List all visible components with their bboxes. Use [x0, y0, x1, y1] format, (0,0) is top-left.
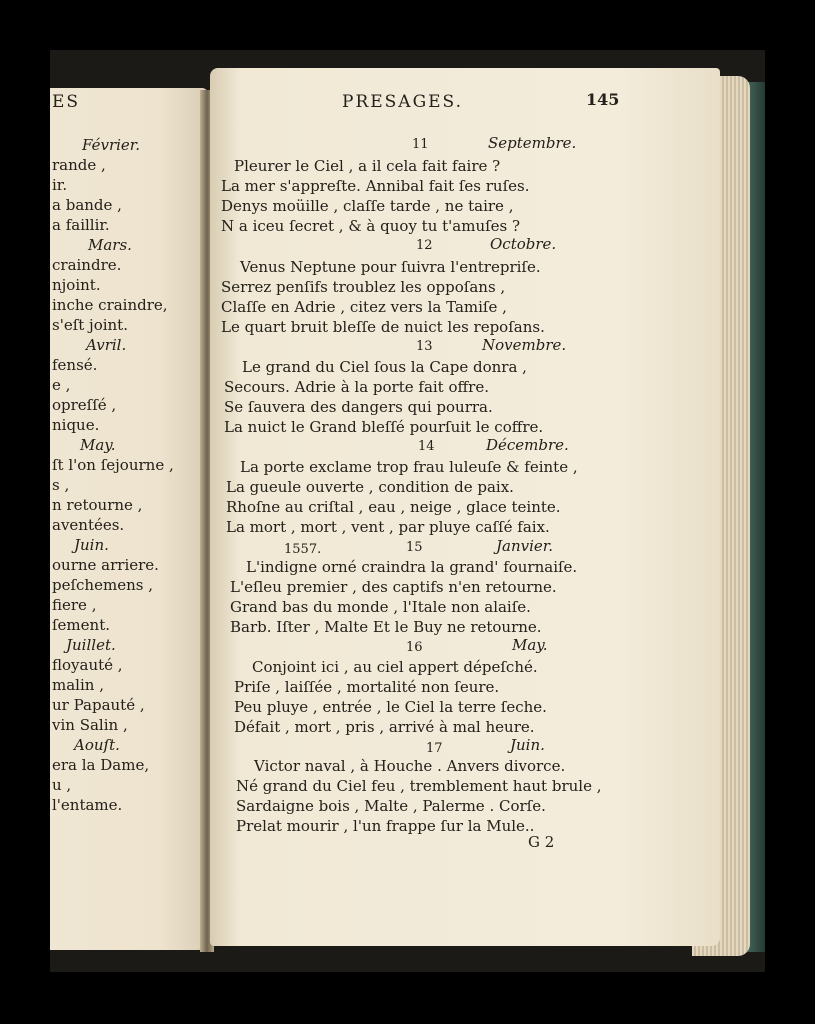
left-line: s'eſt joint. — [52, 316, 128, 334]
verse-line: Rhoſne au criſtal , eau , neige , glace teinte. — [226, 498, 561, 516]
left-line: floyauté , — [52, 656, 123, 674]
verse-line: Prelat mourir , l'un frappe ſur la Mule.. — [236, 817, 535, 835]
verse-line: Serrez penſifs troublez les oppoſans , — [221, 278, 506, 296]
verse-line: Denys moüille , claſſe tarde , ne taire , — [221, 197, 514, 215]
verse-line: Secours. Adrie à la porte fait offre. — [224, 378, 489, 396]
stanza-number: 14 — [418, 439, 435, 454]
left-line: rande , — [52, 156, 106, 174]
stanza-month: Septembre. — [488, 134, 577, 152]
verse-line: Victor naval , à Houche . Anvers divorce. — [254, 757, 566, 775]
left-line: ir. — [52, 176, 68, 194]
left-line: ur Papauté , — [52, 696, 145, 714]
stanza-month: Novembre. — [482, 336, 567, 354]
stanza-month: Octobre. — [490, 235, 557, 253]
verse-line: Né grand du Ciel feu , tremblement haut brule , — [236, 777, 602, 795]
left-line: a bande , — [52, 196, 122, 214]
left-line: craindre. — [52, 256, 122, 274]
left-line: peſchemens , — [52, 576, 153, 594]
stanza-number: 17 — [426, 741, 443, 756]
verse-line: La porte exclame trop frau luleuſe & feinte , — [240, 458, 578, 476]
left-line: l'entame. — [52, 796, 123, 814]
verse-line: Conjoint ici , au ciel appert dépeſché. — [252, 658, 538, 676]
left-month-label: Aouſt. — [74, 736, 120, 754]
verse-line: Barb. Iſter , Malte Et le Buy ne retourne. — [230, 618, 542, 636]
left-month-label: Février. — [82, 136, 141, 154]
left-month-label: Avril. — [86, 336, 127, 354]
verse-line: N a iceu ſecret , & à quoy tu t'amuſes ? — [221, 217, 521, 235]
page-number: 145 — [586, 90, 620, 109]
verse-line: Pleurer le Ciel , a il cela fait faire ? — [234, 157, 501, 175]
verse-line: La nuict le Grand bleſſé pourſuit le coffre. — [224, 418, 544, 436]
left-month-label: Mars. — [88, 236, 132, 254]
verse-line: L'eſleu premier , des captifs n'en retourne. — [230, 578, 557, 596]
verse-line: Le grand du Ciel ſous la Cape donra , — [242, 358, 527, 376]
left-line: a faillir. — [52, 216, 110, 234]
stanza-month: Janvier. — [496, 537, 554, 555]
left-line: fiere , — [52, 596, 97, 614]
verse-line: Venus Neptune pour ſuivra l'entrepriſe. — [240, 258, 541, 276]
stanza-number: 13 — [416, 339, 433, 354]
left-line: ſement. — [52, 616, 110, 634]
left-line: nique. — [52, 416, 100, 434]
left-line: n retourne , — [52, 496, 143, 514]
left-month-label: Juin. — [74, 536, 109, 554]
left-line: era la Dame, — [52, 756, 150, 774]
verse-line: La mer s'appreſte. Annibal fait ſes ruſes. — [221, 177, 530, 195]
verse-line: La mort , mort , vent , par pluye caſſé faix. — [226, 518, 550, 536]
stanza-month: Juin. — [510, 736, 545, 754]
left-line: fensé. — [52, 356, 98, 374]
stanza-number: 16 — [406, 640, 423, 655]
left-month-label: Juillet. — [66, 636, 116, 654]
left-line: e , — [52, 376, 71, 394]
stanza-year: 1557. — [284, 542, 322, 557]
left-line: ſt l'on ſejourne , — [52, 456, 174, 474]
verse-line: Se ſauvera des dangers qui pourra. — [224, 398, 493, 416]
verse-line: Le quart bruit bleſſe de nuict les repoſans. — [221, 318, 545, 336]
left-line: njoint. — [52, 276, 101, 294]
left-month-label: May. — [80, 436, 116, 454]
left-line: malin , — [52, 676, 104, 694]
left-line: inche craindre, — [52, 296, 168, 314]
stanza-month: May. — [512, 636, 548, 654]
left-line: opreſſé , — [52, 396, 117, 414]
verse-line: Grand bas du monde , l'Itale non alaiſe. — [230, 598, 531, 616]
verse-line: L'indigne orné craindra la grand' fournaiſe. — [246, 558, 578, 576]
left-line: vin Salin , — [52, 716, 128, 734]
left-line: u , — [52, 776, 72, 794]
verse-line: Priſe , laiſſée , mortalité non ſeure. — [234, 678, 500, 696]
left-running-header: ES — [52, 92, 81, 112]
left-line: s , — [52, 476, 70, 494]
stanza-number: 15 — [406, 540, 423, 555]
left-line: ourne arriere. — [52, 556, 159, 574]
running-header-title: PRESAGES. — [342, 92, 464, 112]
verse-line: Défait , mort , pris , arrivé à mal heure. — [234, 718, 535, 736]
signature-mark: G 2 — [528, 833, 555, 851]
stanza-number: 12 — [416, 238, 433, 253]
stanza-month: Décembre. — [486, 436, 569, 454]
verse-line: Peu pluye , entrée , le Ciel la terre ſeche. — [234, 698, 547, 716]
verse-line: La gueule ouverte , condition de paix. — [226, 478, 514, 496]
stanza-number: 11 — [412, 137, 429, 152]
verse-line: Claſſe en Adrie , citez vers la Tamiſe , — [221, 298, 507, 316]
verse-line: Sardaigne bois , Malte , Palerme . Corſe. — [236, 797, 546, 815]
left-line: aventées. — [52, 516, 125, 534]
